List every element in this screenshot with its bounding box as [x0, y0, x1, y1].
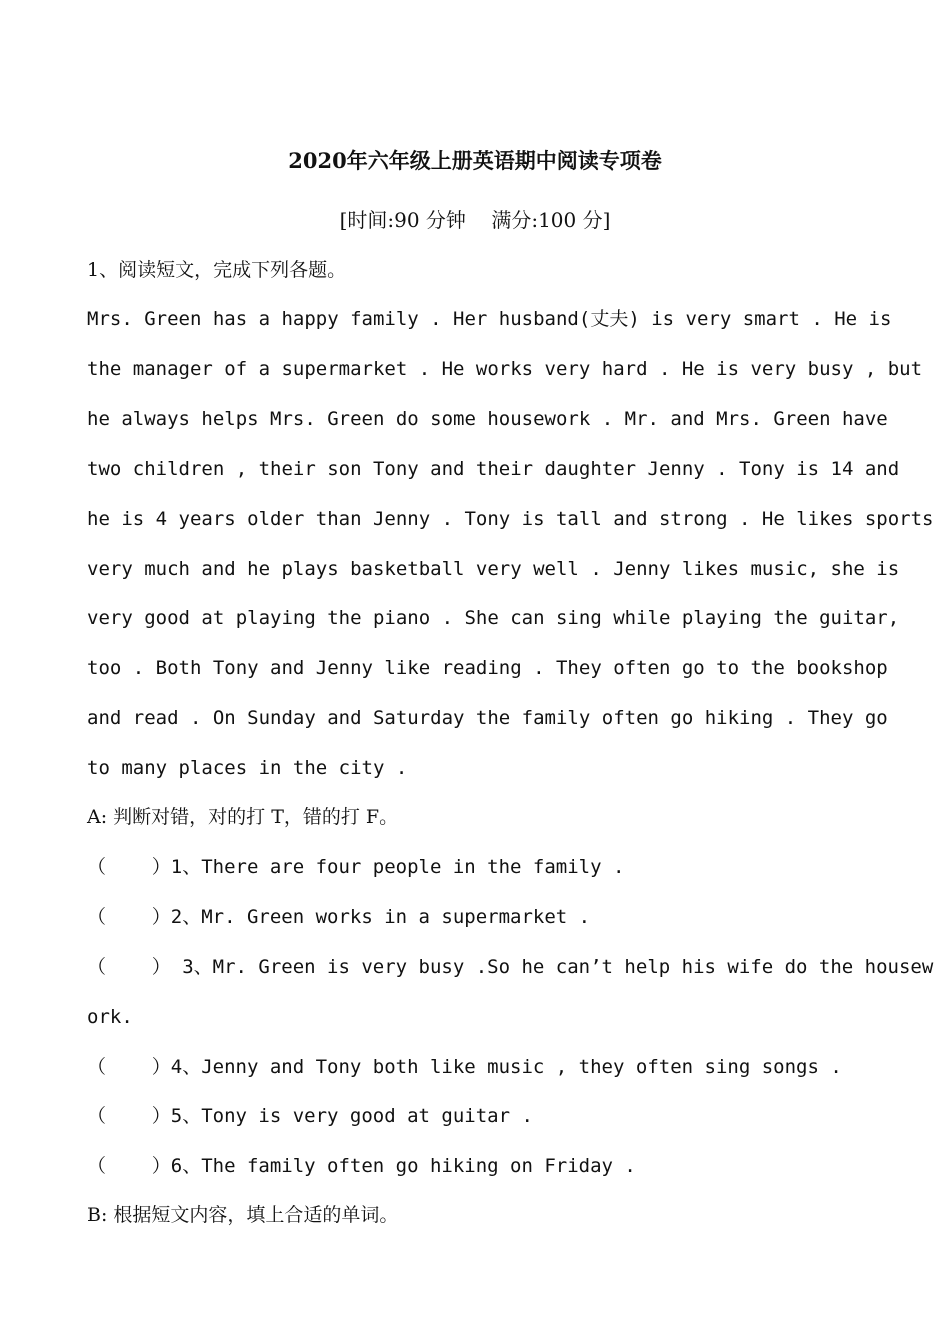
- exam-info: [时间:90 分钟 满分:100 分]: [339, 208, 611, 232]
- passage-line: he always helps Mrs. Green do some housework . Mr. and Mrs. Green have: [87, 408, 888, 430]
- passage-line: very good at playing the piano . She can sing while playing the guitar,: [87, 607, 900, 629]
- tf-question: （ ）2、Mr. Green works in a supermarket .: [87, 906, 591, 928]
- passage-line: the manager of a supermarket . He works very hard . He is very busy , but: [87, 358, 923, 380]
- passage-line: very much and he plays basketball very well . Jenny likes music, she is: [87, 558, 900, 580]
- part-b-heading: B: 根据短文内容，填上合适的单词。: [87, 1204, 399, 1226]
- question-heading: 1、阅读短文，完成下列各题。: [87, 259, 347, 281]
- part-a-heading: A: 判断对错，对的打 T，错的打 F。: [87, 806, 399, 828]
- tf-question: （ ）5、Tony is very good at guitar .: [87, 1105, 533, 1127]
- tf-question-continuation: ork.: [87, 1006, 133, 1028]
- passage-line: two children , their son Tony and their daughter Jenny . Tony is 14 and: [87, 458, 900, 480]
- tf-question: （ ） 3、Mr. Green is very busy .So he can’t help his wife do the housew: [87, 956, 934, 978]
- passage-line: Mrs. Green has a happy family . Her husband(丈夫) is very smart . He is: [87, 308, 892, 330]
- passage-line: and read . On Sunday and Saturday the family often go hiking . They go: [87, 707, 888, 729]
- passage-line: too . Both Tony and Jenny like reading . They often go to the bookshop: [87, 657, 888, 679]
- passage-line: to many places in the city .: [87, 757, 408, 779]
- tf-question: （ ）4、Jenny and Tony both like music , they often sing songs .: [87, 1056, 842, 1078]
- page-title: 2020年六年级上册英语期中阅读专项卷: [288, 148, 662, 173]
- passage-line: he is 4 years older than Jenny . Tony is tall and strong . He likes sports: [87, 508, 934, 530]
- tf-question: （ ）1、There are four people in the family .: [87, 856, 625, 878]
- tf-question: （ ）6、The family often go hiking on Friday .: [87, 1155, 636, 1177]
